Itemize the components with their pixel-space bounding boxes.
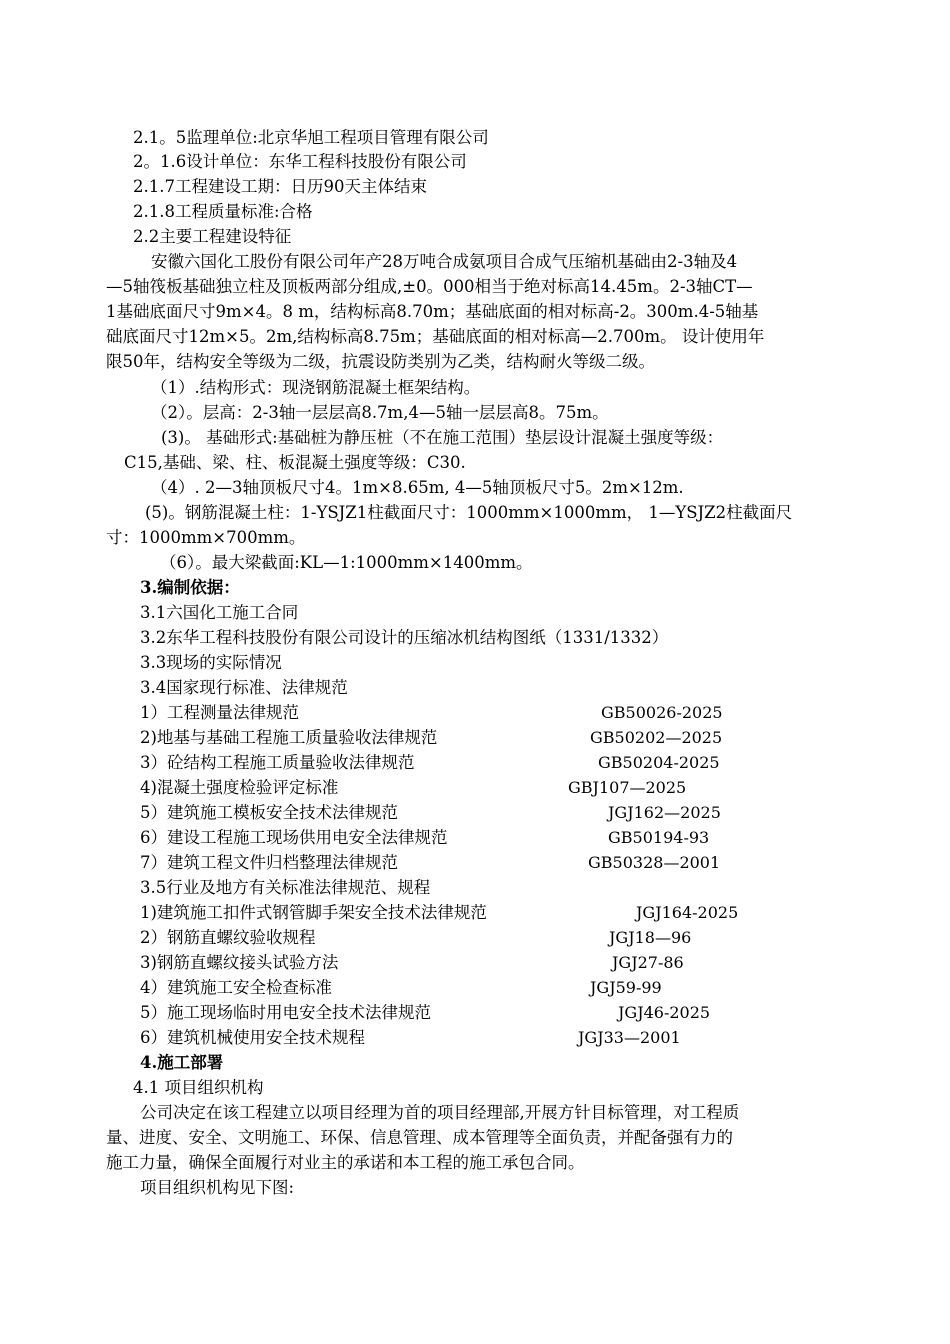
foundation-form-item: (3)。 基础形式:基础桩为静压桩（不在施工范围）垫层设计混凝土强度等级：	[161, 428, 724, 447]
standard-code: JGJ162—2025	[608, 803, 721, 822]
feature-para-line: 1基础底面尺寸9m×4。8 m，结构标高8.70m；基础底面的相对标高-2。300m.4-5轴基	[106, 302, 759, 321]
standard-code: JGJ46-2025	[618, 1003, 711, 1022]
main-features-heading: 2.2主要工程建设特征	[133, 227, 292, 246]
standard-code: JGJ33—2001	[578, 1028, 681, 1047]
standard-code: JGJ164-2025	[636, 903, 739, 922]
section-4-heading: 4.施工部署	[140, 1053, 224, 1072]
standard-code: JGJ27-86	[612, 953, 684, 972]
standard-name: 3）砼结构工程施工质量验收法律规范	[140, 753, 415, 772]
standard-code: JGJ59-99	[590, 978, 662, 997]
feature-para-line: 限50年，结构安全等级为二级，抗震设防类别为乙类，结构耐火等级二级。	[106, 352, 655, 371]
standard-code: GB50202—2025	[590, 728, 723, 747]
org-para-line: 公司决定在该工程建立以项目经理为首的项目经理部,开展方针目标管理，对工程质	[140, 1103, 740, 1122]
standard-name: 5）建筑施工模板安全技术法律规范	[140, 803, 398, 822]
industry-standards-heading: 3.5行业及地方有关标准法律规范、规程	[140, 878, 431, 897]
standard-name: 4）建筑施工安全检查标准	[140, 978, 332, 997]
standard-name: 4)混凝土强度检验评定标准	[140, 778, 339, 797]
basis-line: 3.3现场的实际情况	[140, 653, 282, 672]
feature-para-line: —5轴筏板基础独立柱及顶板两部分组成,±0。000相当于绝对标高14.45m。2-3轴CT—	[106, 277, 753, 296]
basis-line: 3.4国家现行标准、法律规范	[140, 678, 348, 697]
standard-code: GB50194-93	[608, 828, 710, 847]
standard-name: 2）钢筋直螺纹验收规程	[140, 928, 316, 947]
standard-name: 1）工程测量法律规范	[140, 703, 299, 722]
standard-code: JGJ18—96	[609, 928, 692, 947]
design-unit-line: 2。1.6设计单位：东华工程科技股份有限公司	[133, 152, 467, 171]
standard-code: GBJ107—2025	[568, 778, 687, 797]
standard-name: 6）建设工程施工现场供用电安全法律规范	[140, 828, 448, 847]
construction-period-line: 2.1.7工程建设工期：日历90天主体结束	[133, 177, 427, 196]
section-3-heading: 3.编制依据：	[140, 578, 240, 597]
standard-code: GB50026-2025	[601, 703, 723, 722]
org-para-line: 量、进度、安全、文明施工、环保、信息管理、成本管理等全面负责，并配备强有力的	[106, 1128, 733, 1147]
standard-code: GB50328—2001	[588, 853, 721, 872]
standard-name: 1)建筑施工扣件式钢管脚手架安全技术法律规范	[140, 903, 487, 922]
roof-slab-item: （4）. 2—3轴顶板尺寸4。1m×8.65m, 4—5轴顶板尺寸5。2m×12m.	[151, 478, 684, 497]
project-org-heading: 4.1 项目组织机构	[133, 1078, 264, 1097]
standard-code: GB50204-2025	[598, 753, 720, 772]
basis-line: 3.2东华工程科技股份有限公司设计的压缩冰机结构图纸（1331/1332）	[140, 628, 669, 647]
concrete-grade-line: C15,基础、梁、柱、板混凝土强度等级：C30.	[124, 453, 466, 472]
column-section-item: (5)。钢筋混凝土柱：1-YSJZ1柱截面尺寸：1000mm×1000mm， 1—YSJZ2柱截面尺	[145, 503, 793, 522]
floor-height-item: （2）。层高：2-3轴一层层高8.7m,4—5轴一层层高8。75m。	[151, 403, 609, 422]
quality-standard-line: 2.1.8工程质量标准:合格	[133, 202, 313, 221]
org-para-line: 施工力量，确保全面履行对业主的承诺和本工程的施工承包合同。	[106, 1153, 585, 1172]
standard-name: 7）建筑工程文件归档整理法律规范	[140, 853, 398, 872]
beam-section-item: （6）。最大梁截面:KL—1:1000mm×1400mm。	[160, 553, 533, 572]
structure-form-item: （1）.结构形式：现浇钢筋混凝土框架结构。	[151, 378, 481, 397]
standard-name: 5）施工现场临时用电安全技术法律规范	[140, 1003, 431, 1022]
standard-name: 6）建筑机械使用安全技术规程	[140, 1028, 365, 1047]
supervision-unit-line: 2.1。5监理单位:北京华旭工程项目管理有限公司	[133, 128, 489, 147]
standard-name: 2)地基与基础工程施工质量验收法律规范	[140, 728, 438, 747]
feature-para-line: 础底面尺寸12m×5。2m,结构标高8.75m；基础底面的相对标高—2.700m。 设计使用年	[106, 327, 765, 346]
standard-name: 3)钢筋直螺纹接头试验方法	[140, 953, 339, 972]
column-section-cont: 寸：1000mm×700mm。	[106, 528, 306, 547]
org-chart-note: 项目组织机构见下图:	[140, 1178, 295, 1197]
feature-para-line: 安徽六国化工股份有限公司年产28万吨合成氨项目合成气压缩机基础由2-3轴及4	[151, 252, 738, 271]
basis-line: 3.1六国化工施工合同	[140, 603, 299, 622]
